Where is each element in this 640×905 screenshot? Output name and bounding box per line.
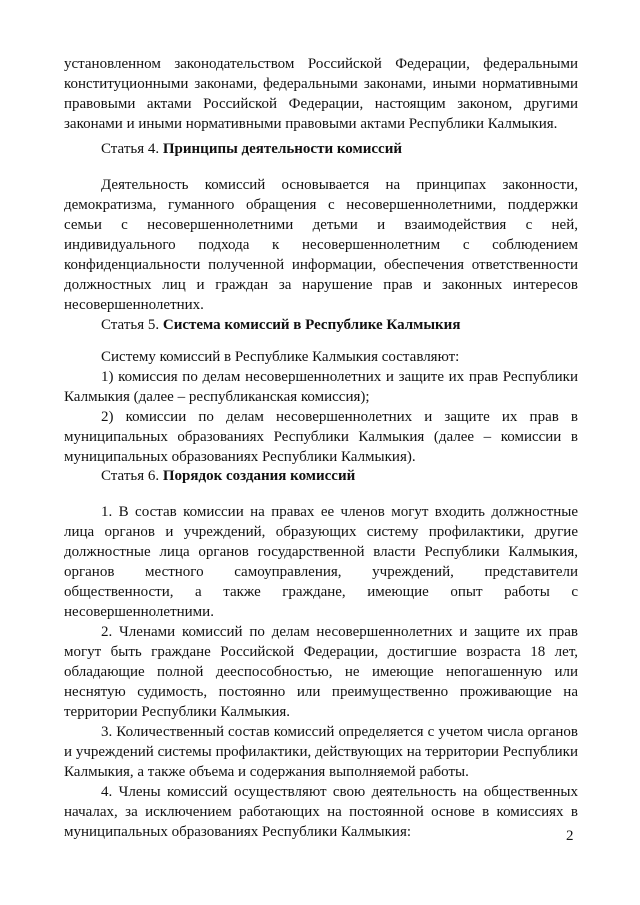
article-label: Статья 6. — [101, 468, 160, 484]
article-label: Статья 4. — [101, 141, 160, 157]
article-title: Система комиссий в Республике Калмыкия — [162, 317, 461, 333]
text-line: Систему комиссий в Республике Калмыкия составляют: — [101, 349, 460, 365]
text-line: правовыми актами Российской Федерации, настоящим законом, другими — [64, 96, 578, 112]
text-line: Деятельность комиссий основывается на принципах законности, — [101, 177, 578, 193]
text-line: должностные лица органов государственной власти Республики Калмыкия, — [64, 544, 578, 560]
text-line: 1) комиссия по делам несовершеннолетних и защите их прав Республики — [101, 369, 578, 385]
text-line: конституционными законами, федеральными законами, иными нормативными — [64, 76, 578, 92]
text-line: лица органов и учреждений, образующих систему профилактики, другие — [64, 524, 578, 540]
text-line: установленном законодательством Российской Федерации, федеральными — [64, 56, 578, 72]
article-6-heading — [101, 466, 355, 486]
text-line: муниципальных образованиях Республики Калмыкия (далее – комиссии в — [64, 429, 578, 445]
page-number: 2 — [566, 828, 574, 844]
article-4-heading — [101, 139, 402, 159]
article-5-heading — [101, 315, 460, 335]
article-title: Принципы деятельности комиссий — [162, 141, 402, 157]
text-line: могут быть граждане Российской Федерации, достигшие возраста 18 лет, — [64, 644, 578, 660]
text-line: индивидуального подхода к несовершеннолетним с соблюдением — [64, 237, 578, 253]
text-line: 3. Количественный состав комиссий определяется с учетом числа органов — [101, 724, 578, 740]
text-line: Калмыкия, а также объема и содержания выполняемой работы. — [64, 764, 469, 780]
text-line: 2) комиссии по делам несовершеннолетних и защите их прав в — [101, 409, 578, 425]
text-line: Калмыкия (далее – республиканская комиссия); — [64, 389, 370, 405]
intro-paragraph — [64, 54, 578, 134]
text-line: и учреждений системы профилактики, действующих на территории Республики — [64, 744, 578, 760]
text-line: общественности, а также граждане, имеющие опыт работы с — [64, 584, 578, 600]
text-line: законами и иными нормативными правовыми актами Республики Калмыкия. — [64, 116, 558, 132]
text-line: неснятую судимость, постоянно или преимущественно проживающие на — [64, 684, 578, 700]
text-line: конфиденциальности полученной информации, обеспечения ответственности — [64, 257, 578, 273]
text-line: 4. Члены комиссий осуществляют свою деятельность на общественных — [101, 784, 578, 800]
article-label: Статья 5. — [101, 317, 160, 333]
text-line: муниципальных образованиях Республики Калмыкия: — [64, 824, 412, 840]
text-line: несовершеннолетних. — [64, 297, 204, 313]
text-line: 1. В состав комиссии на правах ее членов могут входить должностные — [101, 504, 578, 520]
text-line: началах, за исключением работающих на постоянной основе в комиссиях в — [64, 804, 578, 820]
text-line: несовершеннолетними. — [64, 604, 214, 620]
article-4-body — [64, 175, 578, 315]
text-line: демократизма, гуманного обращения с несовершеннолетними, поддержки — [64, 197, 578, 213]
text-line: семьи с несовершеннолетними детьми и взаимодействия с ней, — [64, 217, 578, 233]
article-6-body — [64, 502, 578, 842]
article-5-body — [64, 347, 578, 467]
text-line: обладающие полной дееспособностью, не имеющие непогашенную или — [64, 664, 578, 680]
text-line: должностных лиц и граждан за нарушение прав и законных интересов — [64, 277, 578, 293]
text-line: территории Республики Калмыкия. — [64, 704, 291, 720]
text-line: 2. Членами комиссий по делам несовершеннолетних и защите их прав — [101, 624, 578, 640]
text-line: органов местного самоуправления, учреждений, представители — [64, 564, 578, 580]
article-title: Порядок создания комиссий — [162, 468, 356, 484]
text-line: муниципальных образованиях Республики Калмыкия). — [64, 449, 416, 465]
